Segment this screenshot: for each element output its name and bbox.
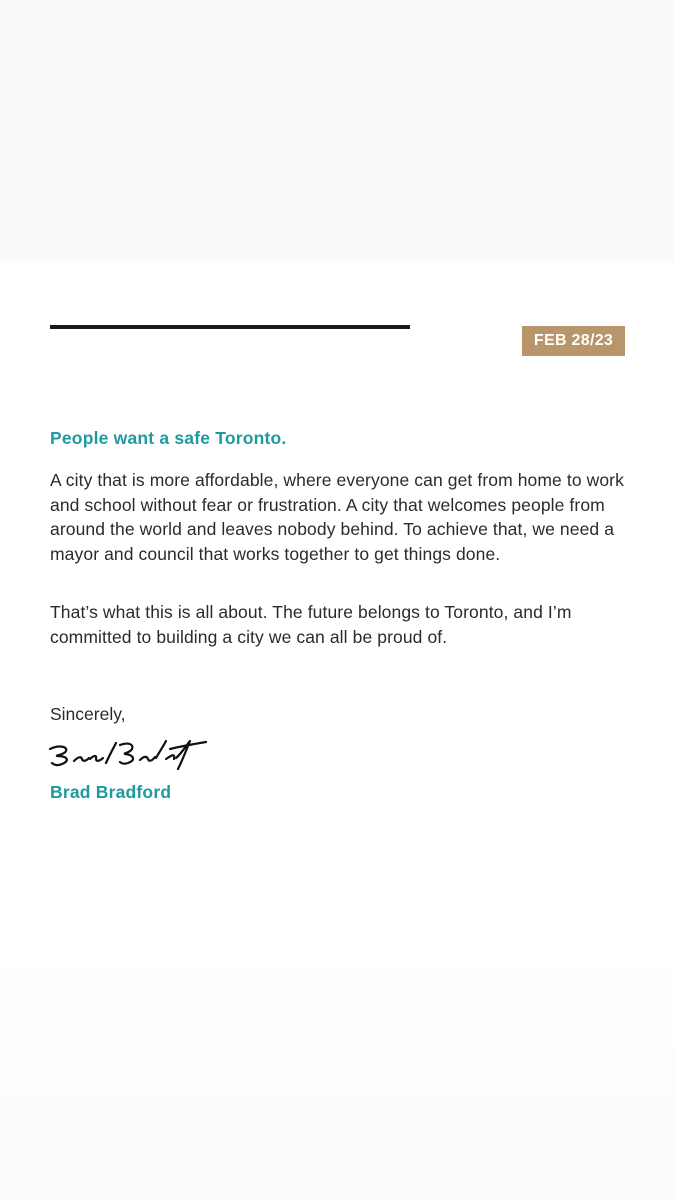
paragraph-1: A city that is more affordable, where everyone can get from home to work and school without fear or frustration. A city that welcomes people from around the world and leaves nobody behind. To achieve that, we need a mayor and council that works together to get things done. [50, 470, 624, 564]
paragraph-2: That’s what this is all about. The future belongs to Toronto, and I’m committed to building a city we can all be proud of. [50, 602, 572, 647]
letter-body [0, 263, 675, 940]
header-rule [50, 325, 410, 329]
signer-name: Brad Bradford [50, 782, 172, 802]
closing-salutation: Sincerely, [50, 704, 126, 724]
handwritten-signature [48, 737, 208, 771]
date-badge: FEB 28/23 [522, 326, 625, 356]
top-margin-band [0, 0, 675, 263]
bottom-margin-band [0, 940, 675, 1200]
headline: People want a safe Toronto. [50, 428, 287, 448]
